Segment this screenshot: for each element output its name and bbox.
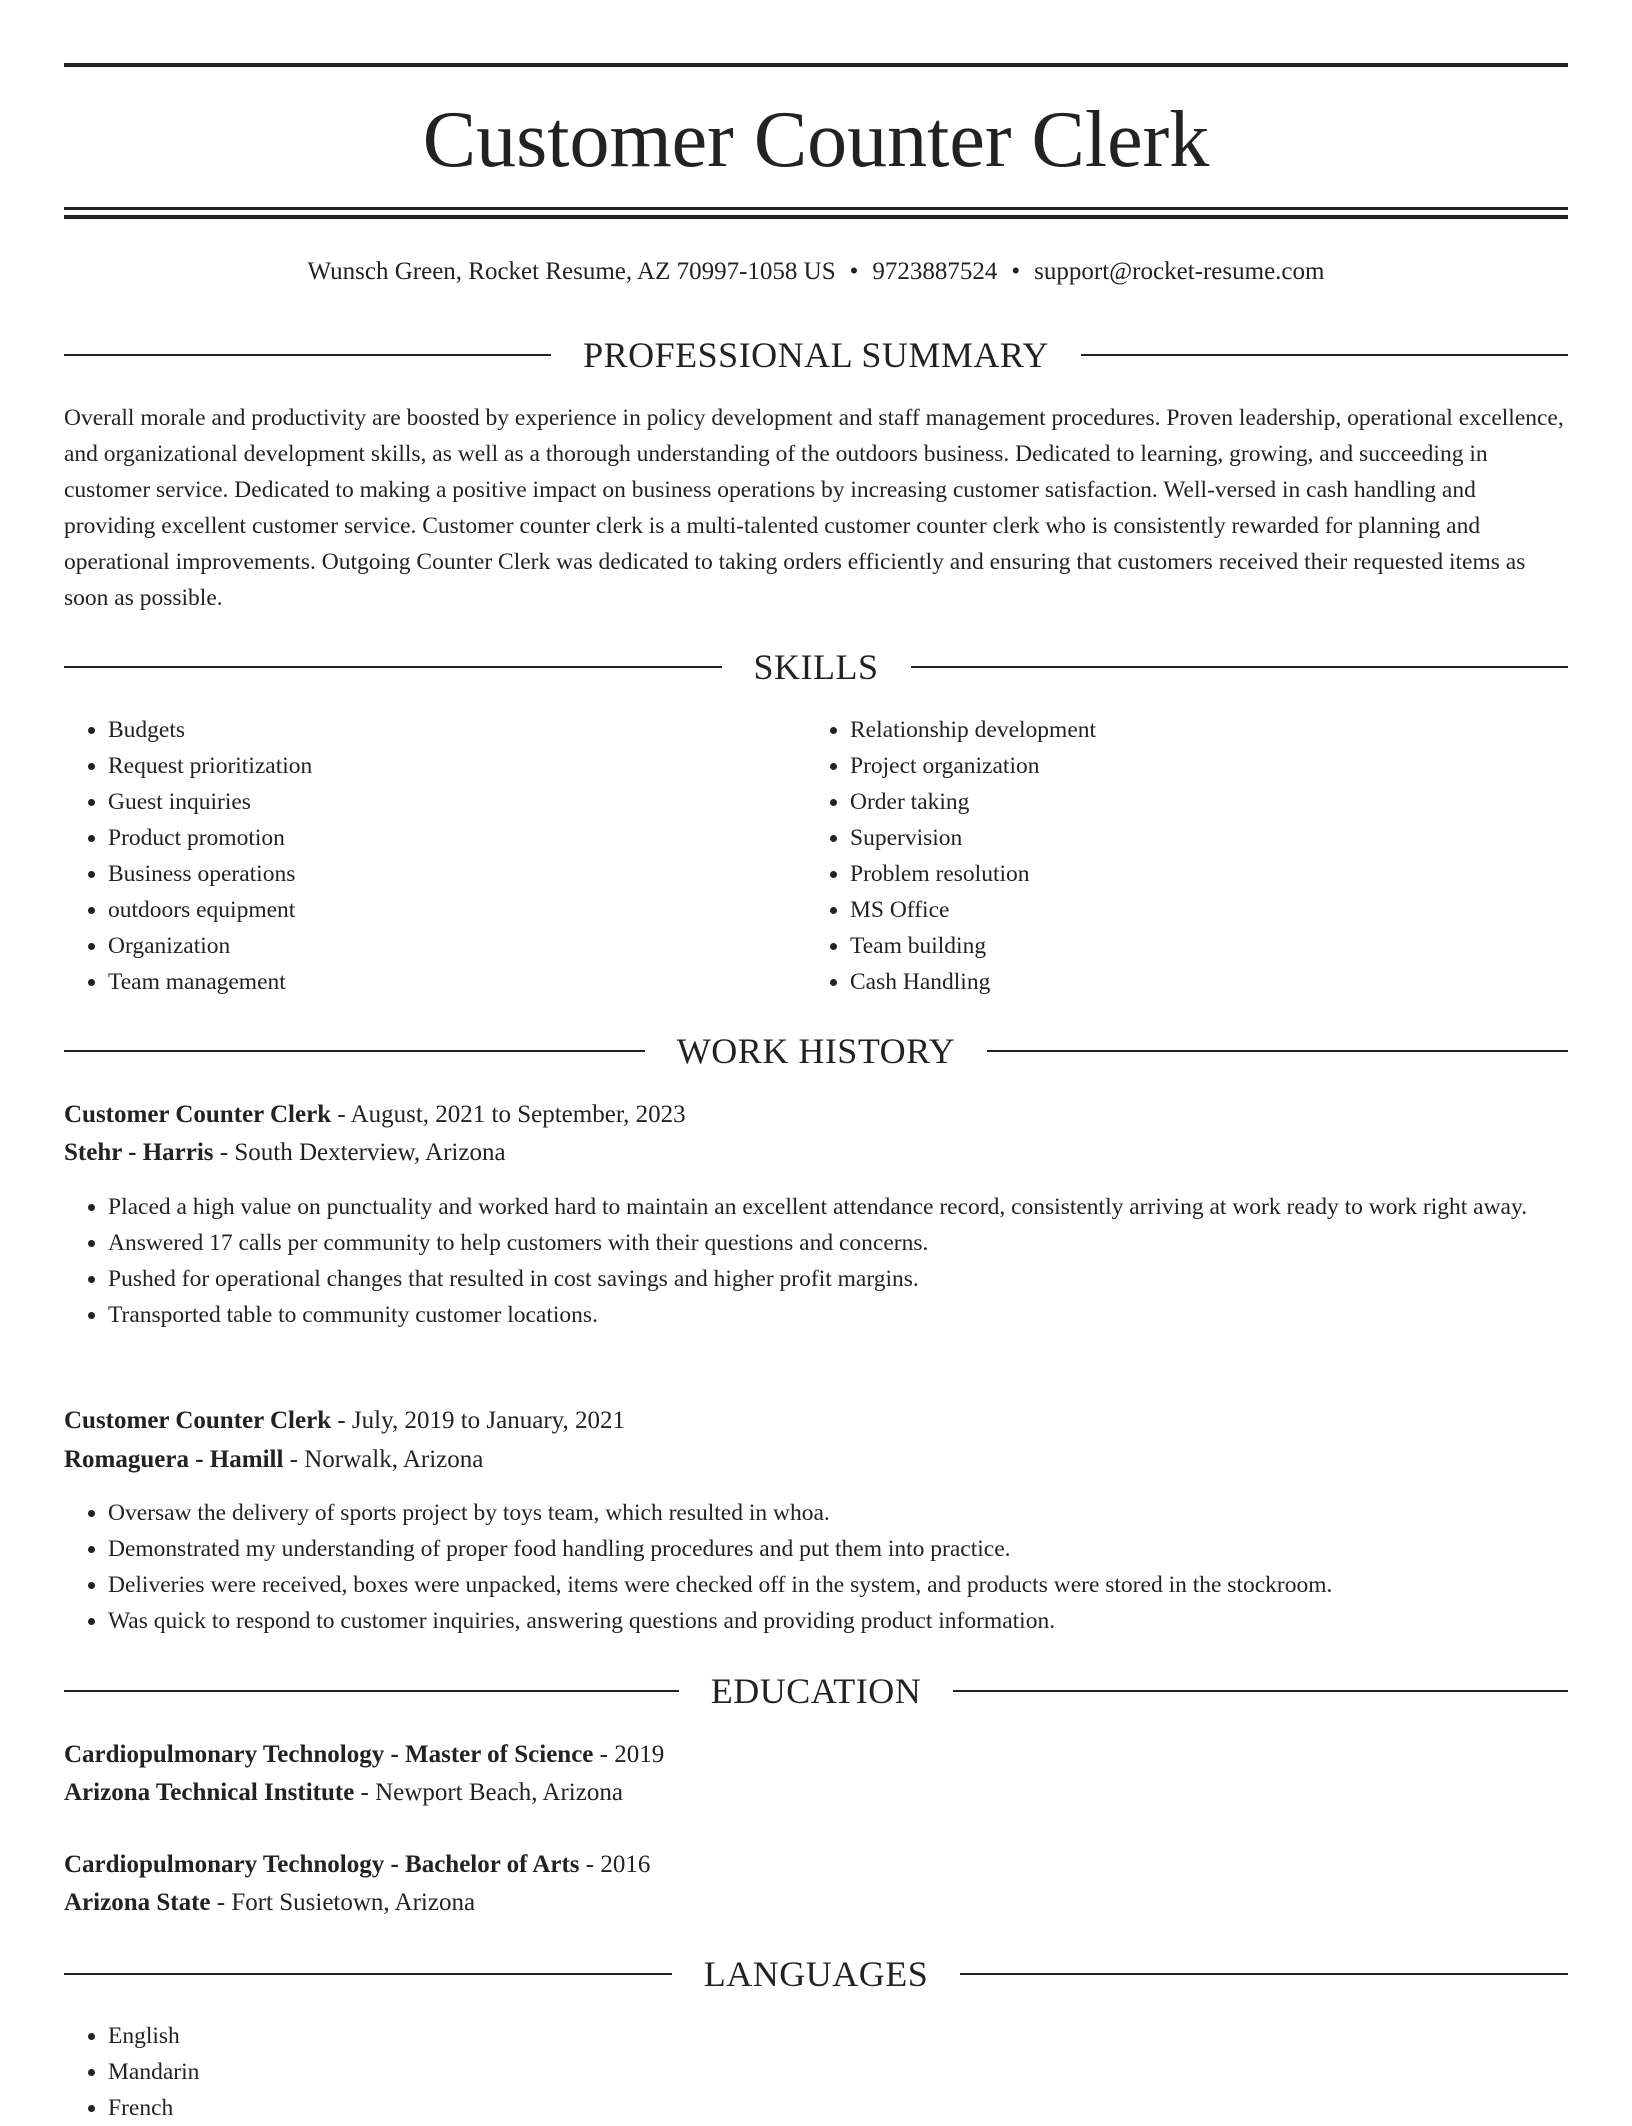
job-company-line xyxy=(64,1134,1568,1172)
page-title: Customer Counter Clerk xyxy=(422,96,1210,184)
section-heading-languages xyxy=(64,1952,1568,1996)
section-heading-education xyxy=(64,1669,1568,1713)
job-duty-item: • Deliveries were received, boxes were unpacked, items were checked off in the system, and products were stored in the stockroom. xyxy=(108,1567,1568,1603)
heading-rule xyxy=(953,1690,1568,1692)
heading-rule xyxy=(64,354,551,356)
skill-item: • Request prioritization xyxy=(108,748,808,784)
skill-item: • Order taking xyxy=(850,784,1550,820)
title-rule-lower xyxy=(64,215,1568,219)
job-duty-item: • Pushed for operational changes that resulted in cost savings and higher profit margins. xyxy=(108,1261,1568,1297)
job-dates: - August, 2021 to September, 2023 xyxy=(331,1101,686,1128)
heading-rule xyxy=(64,666,722,668)
heading-rule xyxy=(64,1973,672,1975)
skill-item: • Project organization xyxy=(850,748,1550,784)
skill-item: • Guest inquiries xyxy=(108,784,808,820)
job-duties-list xyxy=(64,1189,1568,1333)
skill-item: • Problem resolution xyxy=(850,856,1550,892)
section-title: SKILLS xyxy=(753,647,879,687)
skill-item: • Cash Handling xyxy=(850,964,1550,1000)
education-year: - 2016 xyxy=(579,1851,651,1878)
job-duties-list xyxy=(64,1495,1568,1639)
job-duty-item: • Transported table to community customer locations. xyxy=(108,1297,1568,1333)
job-title: Customer Counter Clerk xyxy=(64,1407,332,1434)
education-year: - 2019 xyxy=(593,1741,665,1768)
languages-list xyxy=(64,2018,808,2126)
job-title-line xyxy=(64,1402,1568,1440)
job-dates: - July, 2019 to January, 2021 xyxy=(331,1407,626,1434)
job-location: - South Dexterview, Arizona xyxy=(213,1139,506,1166)
job-duty-item: • Placed a high value on punctuality and worked hard to maintain an excellent attendance record, consistently arriving at work ready to work right away. xyxy=(108,1189,1568,1225)
heading-rule xyxy=(960,1973,1568,1975)
skill-item: • Organization xyxy=(108,928,808,964)
job-duty-item: • Demonstrated my understanding of proper food handling procedures and put them into practice. xyxy=(108,1531,1568,1567)
heading-rule xyxy=(64,1690,679,1692)
language-item: • English xyxy=(108,2018,808,2054)
section-title: WORK HISTORY xyxy=(676,1031,956,1071)
skill-item: • MS Office xyxy=(850,892,1550,928)
skill-item: • Budgets xyxy=(108,712,808,748)
skills-list-left xyxy=(64,712,808,1000)
summary-text: Overall morale and productivity are boosted by experience in policy development and staff management procedures. Proven leadership, operational excellence, and organizational development skills, as well as a thorough understanding of the outdoors business. Dedicated to learning, growing, and succeeding in customer service. Dedicated to making a positive impact on business operations by increasing customer satisfaction. Well-versed in cash handling and providing excellent customer service. Customer counter clerk is a multi-talented customer counter clerk who is consistently rewarded for planning and operational improvements. Outgoing Counter Clerk was dedicated to taking orders efficiently and ensuring that customers received their requested items as soon as possible. xyxy=(64,405,1564,611)
contact-address: Wunsch Green, Rocket Resume, AZ 70997-1058 US xyxy=(307,258,836,285)
job-duty-item: • Oversaw the delivery of sports project by toys team, which resulted in whoa. xyxy=(108,1495,1568,1531)
education-school-line xyxy=(64,1774,1568,1812)
heading-rule xyxy=(1081,354,1568,356)
skills-list-right xyxy=(806,712,1550,1000)
education-degree-line xyxy=(64,1736,1568,1774)
section-heading-skills xyxy=(64,645,1568,689)
heading-rule xyxy=(987,1050,1568,1052)
heading-rule xyxy=(64,1050,645,1052)
job-company: Stehr - Harris xyxy=(64,1139,214,1166)
education-degree: Cardiopulmonary Technology - Bachelor of Arts xyxy=(64,1851,580,1878)
job-company-line xyxy=(64,1441,1568,1479)
contact-separator: • xyxy=(849,258,859,285)
contact-email: support@rocket-resume.com xyxy=(1034,258,1325,285)
education-school: Arizona Technical Institute xyxy=(64,1779,355,1806)
education-school: Arizona State xyxy=(64,1889,211,1916)
education-location: - Fort Susietown, Arizona xyxy=(210,1889,476,1916)
top-rule xyxy=(64,63,1568,67)
heading-rule xyxy=(911,666,1569,668)
job-title-line xyxy=(64,1096,1568,1134)
language-item: • French xyxy=(108,2090,808,2126)
skill-item: • Team management xyxy=(108,964,808,1000)
job-company: Romaguera - Hamill xyxy=(64,1446,284,1473)
education-school-line xyxy=(64,1884,1568,1922)
section-title: LANGUAGES xyxy=(703,1954,929,1994)
education-location: - Newport Beach, Arizona xyxy=(354,1779,623,1806)
skill-item: • Product promotion xyxy=(108,820,808,856)
contact-phone: 9723887524 xyxy=(872,258,998,285)
contact-line xyxy=(64,254,1568,290)
section-title: EDUCATION xyxy=(710,1671,922,1711)
job-duty-item: • Answered 17 calls per community to help customers with their questions and concerns. xyxy=(108,1225,1568,1261)
skill-item: • Team building xyxy=(850,928,1550,964)
skill-item: • Relationship development xyxy=(850,712,1550,748)
job-title: Customer Counter Clerk xyxy=(64,1101,332,1128)
contact-separator: • xyxy=(1011,258,1021,285)
education-degree: Cardiopulmonary Technology - Master of Science xyxy=(64,1741,594,1768)
job-duty-item: • Was quick to respond to customer inquiries, answering questions and providing product information. xyxy=(108,1603,1568,1639)
job-location: - Norwalk, Arizona xyxy=(283,1446,484,1473)
skill-item: • Business operations xyxy=(108,856,808,892)
section-heading-work-history xyxy=(64,1029,1568,1073)
section-title: PROFESSIONAL SUMMARY xyxy=(583,335,1049,375)
skill-item: • outdoors equipment xyxy=(108,892,808,928)
education-degree-line xyxy=(64,1846,1568,1884)
language-item: • Mandarin xyxy=(108,2054,808,2090)
section-heading-summary xyxy=(64,333,1568,377)
skill-item: • Supervision xyxy=(850,820,1550,856)
title-rule-upper xyxy=(64,207,1568,210)
